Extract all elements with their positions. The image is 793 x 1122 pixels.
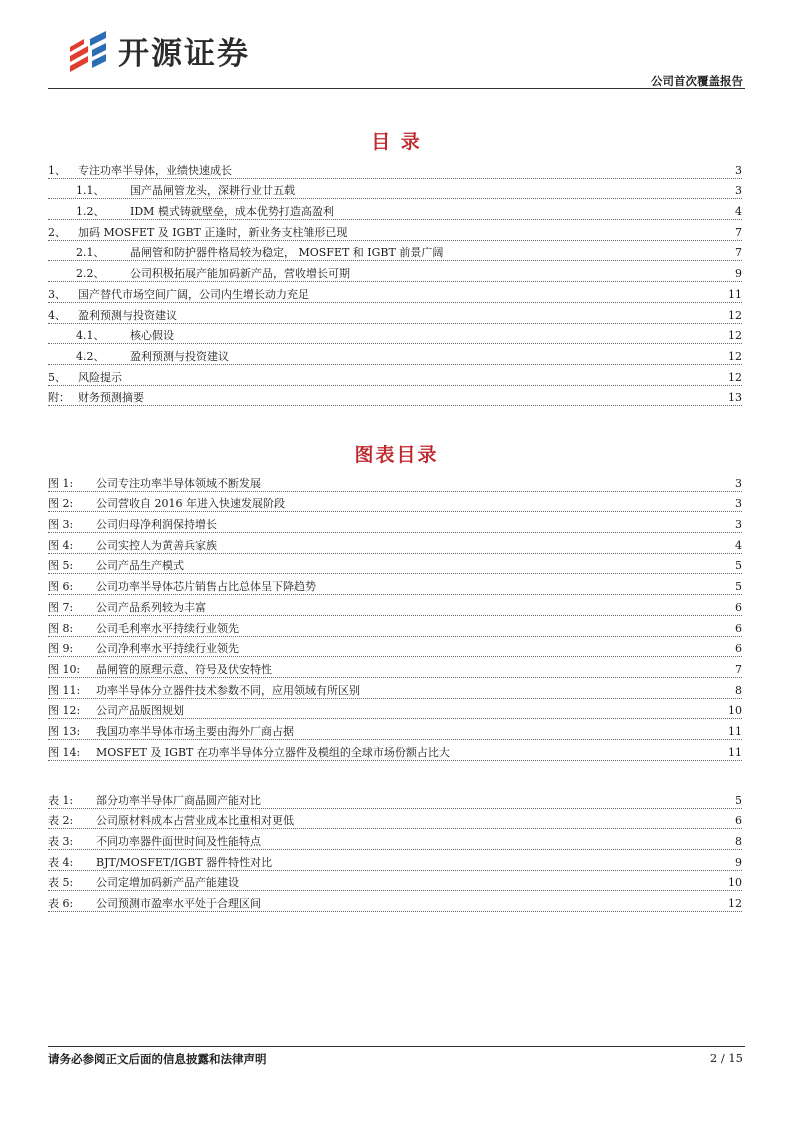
toc-entry[interactable] xyxy=(48,574,742,595)
toc-entry-title: 风险提示 xyxy=(78,370,122,384)
toc-entry-title: 财务预测摘要 xyxy=(78,391,144,405)
toc-entry-page: 7 xyxy=(735,246,742,260)
toc-entry-title: 国产替代市场空间广阔，公司内生增长动力充足 xyxy=(78,287,309,301)
toc-entry[interactable] xyxy=(48,241,742,262)
footer-divider xyxy=(48,1046,745,1047)
figure-list-title: 图表目录 xyxy=(354,444,439,466)
toc-entry[interactable] xyxy=(48,657,742,678)
logo-text: 开源证券 xyxy=(118,36,250,72)
toc-entry-page: 8 xyxy=(735,683,742,697)
toc-entry-num: 1.1、 xyxy=(76,184,105,198)
toc-entry-title: BJT/MOSFET/IGBT 器件特性对比 xyxy=(96,855,273,869)
toc-entry-page: 6 xyxy=(735,642,742,656)
footer-disclaimer: 请务必参阅正文后面的信息披露和法律声明 xyxy=(48,1052,267,1066)
toc-entry-title: 晶闸管和防护器件格局较为稳定， MOSFET 和 IGBT 前景广阔 xyxy=(130,246,444,260)
logo-mark-icon xyxy=(66,29,110,73)
toc-entry-title: 公司预测市盈率水平处于合理区间 xyxy=(96,897,261,911)
toc-entry[interactable] xyxy=(48,324,742,345)
toc-entry-title: 不同功率器件面世时间及性能特点 xyxy=(96,835,261,849)
toc-entry-page: 12 xyxy=(728,329,742,343)
toc-entry-page: 4 xyxy=(735,205,742,219)
toc-entry[interactable] xyxy=(48,595,742,616)
toc-entry[interactable] xyxy=(48,554,742,575)
toc-entry-page: 3 xyxy=(735,497,742,511)
toc-entry-title: 公司毛利率水平持续行业领先 xyxy=(96,621,239,635)
toc-entry-title: 加码 MOSFET 及 IGBT 正逢时，新业务支柱雏形已现 xyxy=(78,225,348,239)
toc-entry-title: 国产晶闸管龙头，深耕行业廿五载 xyxy=(130,184,295,198)
toc-entry-page: 10 xyxy=(728,704,742,718)
toc-entry[interactable] xyxy=(48,386,742,407)
toc-entry-title: 功率半导体分立器件技术参数不同，应用领域有所区别 xyxy=(96,683,360,697)
toc-entry-page: 3 xyxy=(735,184,742,198)
toc-entry[interactable] xyxy=(48,829,742,850)
toc-entry-num: 图 12: xyxy=(48,704,81,718)
company-logo xyxy=(66,28,250,73)
toc-entry-page: 12 xyxy=(728,370,742,384)
toc-entry-title: 公司专注功率半导体领域不断发展 xyxy=(96,476,261,490)
toc-entry[interactable] xyxy=(48,365,742,386)
toc-entry-page: 5 xyxy=(735,559,742,573)
toc-entry-title: 专注功率半导体，业绩快速成长 xyxy=(78,163,232,177)
toc-entry[interactable] xyxy=(48,809,742,830)
toc-entry-num: 图 8: xyxy=(48,621,74,635)
toc-entry-title: 公司实控人为黄善兵家族 xyxy=(96,538,217,552)
toc-entry-num: 4.2、 xyxy=(76,349,105,363)
toc-entry-num: 表 4: xyxy=(48,855,74,869)
toc-entry-title: 部分功率半导体厂商晶圆产能对比 xyxy=(96,793,261,807)
toc-entry-title: IDM 模式铸就壁垒，成本优势打造高盈利 xyxy=(130,205,334,219)
toc-entry[interactable] xyxy=(48,719,742,740)
toc-entry[interactable] xyxy=(48,699,742,720)
toc-entry-title: 公司净利率水平持续行业领先 xyxy=(96,642,239,656)
toc-entry[interactable] xyxy=(48,179,742,200)
figure-list xyxy=(48,471,742,761)
toc-entry[interactable] xyxy=(48,871,742,892)
toc-entry-page: 5 xyxy=(735,580,742,594)
toc-entry-num: 图 11: xyxy=(48,683,81,697)
toc-entry-num: 图 10: xyxy=(48,662,81,676)
toc-entry[interactable] xyxy=(48,199,742,220)
toc-entry-page: 8 xyxy=(735,835,742,849)
header-divider xyxy=(48,88,745,89)
toc-entry-page: 11 xyxy=(728,287,742,301)
toc-entry-num: 表 2: xyxy=(48,814,74,828)
report-type-label: 公司首次覆盖报告 xyxy=(651,74,743,88)
toc-entry-num: 图 9: xyxy=(48,642,74,656)
toc-entry[interactable] xyxy=(48,512,742,533)
toc-entry-page: 3 xyxy=(735,518,742,532)
toc-entry-page: 6 xyxy=(735,621,742,635)
toc-entry-page: 12 xyxy=(728,349,742,363)
toc-entry-page: 3 xyxy=(735,476,742,490)
toc-entry[interactable] xyxy=(48,850,742,871)
toc-entry-num: 附： xyxy=(48,391,70,405)
toc-entry-title: 我国功率半导体市场主要由海外厂商占据 xyxy=(96,724,294,738)
toc-entry-title: 公司归母净利润保持增长 xyxy=(96,518,217,532)
toc-entry[interactable] xyxy=(48,788,742,809)
toc-entry-page: 7 xyxy=(735,662,742,676)
toc-entry-page: 11 xyxy=(728,745,742,759)
toc-entry-num: 图 3: xyxy=(48,518,74,532)
toc-entry-title: MOSFET 及 IGBT 在功率半导体分立器件及模组的全球市场份额占比大 xyxy=(96,745,450,759)
toc-entry-page: 7 xyxy=(735,225,742,239)
toc-entry-title: 公司产品版图规划 xyxy=(96,704,184,718)
toc-entry-num: 4、 xyxy=(48,308,66,322)
toc-entry[interactable] xyxy=(48,471,742,492)
toc-entry[interactable] xyxy=(48,740,742,761)
toc-entry-num: 图 7: xyxy=(48,600,74,614)
toc-entry-title: 核心假设 xyxy=(130,329,174,343)
toc-entry-title: 公司营收自 2016 年进入快速发展阶段 xyxy=(96,497,285,511)
toc-entry-num: 图 6: xyxy=(48,580,74,594)
toc-entry-num: 图 5: xyxy=(48,559,74,573)
toc-entry-num: 1、 xyxy=(48,163,66,177)
table-list xyxy=(48,788,742,912)
toc-entry-num: 图 1: xyxy=(48,476,74,490)
toc-entry-num: 表 5: xyxy=(48,876,74,890)
toc-entry-title: 公司功率半导体芯片销售占比总体呈下降趋势 xyxy=(96,580,316,594)
toc-entry-title: 公司积极拓展产能加码新产品，营收增长可期 xyxy=(130,267,350,281)
toc-entry-num: 图 14: xyxy=(48,745,81,759)
toc-entry-page: 3 xyxy=(735,163,742,177)
toc-entry-num: 表 1: xyxy=(48,793,74,807)
toc-entry-num: 4.1、 xyxy=(76,329,105,343)
toc-entry-num: 1.2、 xyxy=(76,205,105,219)
toc-entry-page: 5 xyxy=(735,793,742,807)
toc-entry[interactable] xyxy=(48,637,742,658)
toc-entry-page: 6 xyxy=(735,814,742,828)
toc-entry[interactable] xyxy=(48,678,742,699)
toc-entry-num: 表 6: xyxy=(48,897,74,911)
toc-entry-num: 3、 xyxy=(48,287,66,301)
toc-entry[interactable] xyxy=(48,261,742,282)
toc-entry[interactable] xyxy=(48,616,742,637)
toc-entry-num: 表 3: xyxy=(48,835,74,849)
toc-entry[interactable] xyxy=(48,282,742,303)
toc-list xyxy=(48,158,742,406)
toc-title: 目 录 xyxy=(371,131,422,153)
toc-entry[interactable] xyxy=(48,220,742,241)
toc-entry[interactable] xyxy=(48,891,742,912)
toc-entry-num: 2.2、 xyxy=(76,267,105,281)
toc-entry[interactable] xyxy=(48,344,742,365)
page-number: 2 / 15 xyxy=(709,1051,743,1065)
toc-entry-num: 图 2: xyxy=(48,497,74,511)
toc-entry-num: 5、 xyxy=(48,370,66,384)
toc-entry-page: 11 xyxy=(728,724,742,738)
toc-entry-title: 公司产品生产模式 xyxy=(96,559,184,573)
toc-entry-num: 2.1、 xyxy=(76,246,105,260)
toc-entry-page: 9 xyxy=(735,855,742,869)
toc-entry-title: 晶闸管的原理示意、符号及伏安特性 xyxy=(96,662,272,676)
toc-entry-page: 10 xyxy=(728,876,742,890)
toc-entry-title: 公司原材料成本占营业成本比重相对更低 xyxy=(96,814,294,828)
toc-entry[interactable] xyxy=(48,158,742,179)
toc-entry-num: 2、 xyxy=(48,225,66,239)
toc-entry-page: 6 xyxy=(735,600,742,614)
toc-entry-title: 盈利预测与投资建议 xyxy=(78,308,177,322)
toc-entry[interactable] xyxy=(48,303,742,324)
toc-entry-page: 13 xyxy=(728,391,742,405)
toc-entry-page: 12 xyxy=(728,308,742,322)
toc-entry-page: 12 xyxy=(728,897,742,911)
toc-entry-num: 图 4: xyxy=(48,538,74,552)
toc-entry[interactable] xyxy=(48,533,742,554)
toc-entry-page: 9 xyxy=(735,267,742,281)
toc-entry-title: 盈利预测与投资建议 xyxy=(130,349,229,363)
toc-entry-title: 公司定增加码新产品产能建设 xyxy=(96,876,239,890)
toc-entry[interactable] xyxy=(48,492,742,513)
toc-entry-num: 图 13: xyxy=(48,724,81,738)
toc-entry-page: 4 xyxy=(735,538,742,552)
toc-entry-title: 公司产品系列较为丰富 xyxy=(96,600,206,614)
